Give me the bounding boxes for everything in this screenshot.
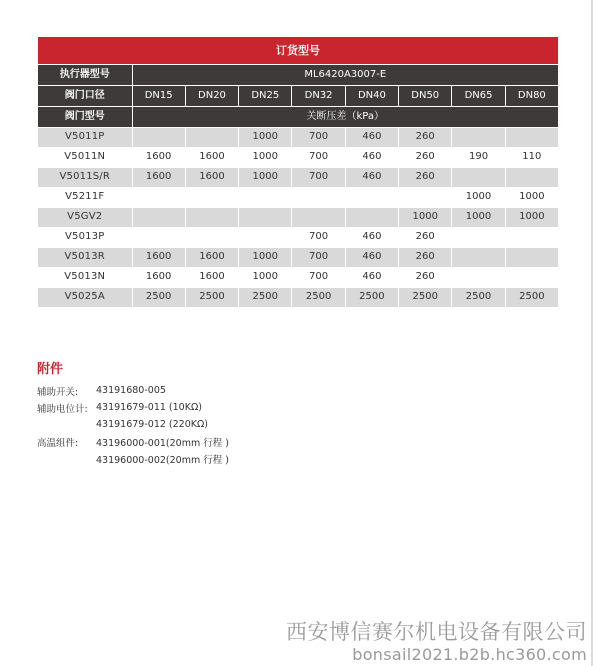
- accessories-section: [37, 358, 229, 467]
- pressure-cell: 260: [399, 247, 452, 267]
- valve-model-cell: V5013P: [38, 227, 132, 247]
- valve-model-cell: V5013N: [38, 267, 132, 287]
- pressure-cell: 1000: [505, 207, 558, 227]
- size-header-dn25: DN25: [239, 85, 292, 106]
- valve-size-row: [38, 85, 559, 106]
- pressure-cell: [505, 167, 558, 187]
- pressure-cell: [505, 227, 558, 247]
- table-row: [38, 247, 559, 267]
- pressure-cell: [239, 207, 292, 227]
- accessory-label: 高温组件:: [37, 437, 79, 449]
- pressure-cell: [185, 207, 238, 227]
- pressure-cell: 2500: [185, 287, 238, 307]
- pressure-cell: [132, 127, 185, 147]
- table-row: [38, 267, 559, 287]
- valve-model-header-row: [38, 106, 559, 127]
- table-row: [38, 287, 559, 307]
- accessory-item: [37, 450, 229, 467]
- pressure-cell: 1000: [452, 207, 505, 227]
- pressure-cell: 1000: [399, 207, 452, 227]
- accessory-item: [37, 399, 229, 416]
- pressure-cell: 2500: [505, 287, 558, 307]
- pressure-cell: [505, 247, 558, 267]
- pressure-label: 关断压差（kPa）: [132, 106, 559, 127]
- watermark: [286, 619, 587, 665]
- actuator-label: 执行器型号: [38, 64, 132, 85]
- pressure-cell: 260: [399, 267, 452, 287]
- pressure-cell: 2500: [132, 287, 185, 307]
- pressure-cell: 2500: [452, 287, 505, 307]
- pressure-cell: 1000: [239, 167, 292, 187]
- pressure-cell: 1000: [239, 247, 292, 267]
- valve-model-cell: V5011S/R: [38, 167, 132, 187]
- pressure-cell: [452, 247, 505, 267]
- pressure-cell: 1600: [185, 147, 238, 167]
- pressure-cell: 1600: [132, 147, 185, 167]
- pressure-cell: [505, 127, 558, 147]
- table-title-row: [38, 37, 559, 64]
- pressure-cell: 700: [292, 127, 345, 147]
- pressure-cell: [132, 227, 185, 247]
- table-title: 订货型号: [38, 37, 559, 64]
- valve-model-cell: V5011N: [38, 147, 132, 167]
- size-header-dn65: DN65: [452, 85, 505, 106]
- pressure-cell: 460: [345, 127, 398, 147]
- accessory-part-number: 43191679-011 (10KΩ): [96, 402, 202, 413]
- pressure-cell: [292, 207, 345, 227]
- pressure-cell: [185, 187, 238, 207]
- valve-model-label: 阀门型号: [38, 106, 132, 127]
- pressure-cell: 260: [399, 147, 452, 167]
- valve-model-cell: V5025A: [38, 287, 132, 307]
- pressure-cell: [399, 187, 452, 207]
- pressure-cell: 460: [345, 147, 398, 167]
- pressure-cell: 1600: [185, 167, 238, 187]
- pressure-cell: 2500: [399, 287, 452, 307]
- pressure-cell: [452, 267, 505, 287]
- size-header-dn15: DN15: [132, 85, 185, 106]
- pressure-cell: [132, 207, 185, 227]
- table-row: [38, 227, 559, 247]
- watermark-company: 西安博信赛尔机电设备有限公司: [286, 620, 587, 644]
- accessories-title: 附件: [37, 362, 64, 377]
- pressure-cell: [185, 127, 238, 147]
- accessory-item: [37, 433, 229, 450]
- pressure-cell: [239, 227, 292, 247]
- pressure-cell: 1000: [239, 267, 292, 287]
- accessory-part-number: 43191679-012 (220KΩ): [96, 419, 208, 430]
- table-row: [38, 187, 559, 207]
- pressure-cell: 1000: [452, 187, 505, 207]
- pressure-cell: 1600: [185, 247, 238, 267]
- valve-size-label: 阀门口径: [38, 85, 132, 106]
- pressure-cell: 1000: [505, 187, 558, 207]
- pressure-cell: 2500: [345, 287, 398, 307]
- accessories-list: [37, 382, 229, 467]
- pressure-cell: [452, 227, 505, 247]
- size-header-dn20: DN20: [185, 85, 238, 106]
- valve-model-cell: V5211F: [38, 187, 132, 207]
- pressure-cell: 260: [399, 167, 452, 187]
- table-row: [38, 167, 559, 187]
- valve-model-cell: V5011P: [38, 127, 132, 147]
- pressure-cell: 2500: [239, 287, 292, 307]
- pressure-cell: [505, 267, 558, 287]
- pressure-cell: 1600: [185, 267, 238, 287]
- pressure-cell: 260: [399, 227, 452, 247]
- pressure-cell: 1000: [239, 147, 292, 167]
- size-header-dn50: DN50: [399, 85, 452, 106]
- table-row: [38, 127, 559, 147]
- pressure-cell: [239, 187, 292, 207]
- pressure-cell: 2500: [292, 287, 345, 307]
- pressure-cell: 460: [345, 167, 398, 187]
- accessory-part-number: 43196000-002(20mm 行程 ): [96, 454, 229, 466]
- actuator-model: ML6420A3007-E: [132, 64, 559, 85]
- size-header-dn40: DN40: [345, 85, 398, 106]
- pressure-cell: 190: [452, 147, 505, 167]
- accessory-part-number: 43191680-005: [96, 385, 166, 396]
- pressure-cell: 1600: [132, 267, 185, 287]
- pressure-cell: 700: [292, 147, 345, 167]
- pressure-cell: [132, 187, 185, 207]
- pressure-cell: 260: [399, 127, 452, 147]
- accessory-item: [37, 382, 229, 399]
- accessory-item: [37, 416, 229, 433]
- valve-model-cell: V5013R: [38, 247, 132, 267]
- pressure-cell: 110: [505, 147, 558, 167]
- pressure-cell: 700: [292, 267, 345, 287]
- pressure-cell: [452, 167, 505, 187]
- valve-model-cell: V5GV2: [38, 207, 132, 227]
- size-header-dn80: DN80: [505, 85, 558, 106]
- pressure-cell: 1600: [132, 247, 185, 267]
- watermark-url: bonsail2021.b2b.hc360.com: [352, 645, 587, 664]
- pressure-cell: [452, 127, 505, 147]
- pressure-cell: [185, 227, 238, 247]
- pressure-cell: 460: [345, 267, 398, 287]
- table-row: [38, 147, 559, 167]
- order-model-table: [38, 37, 559, 308]
- pressure-cell: 1000: [239, 127, 292, 147]
- accessory-part-number: 43196000-001(20mm 行程 ): [96, 437, 229, 449]
- size-header-dn32: DN32: [292, 85, 345, 106]
- pressure-cell: [292, 187, 345, 207]
- pressure-cell: 700: [292, 227, 345, 247]
- pressure-cell: 460: [345, 247, 398, 267]
- accessory-label: 辅助电位计:: [37, 403, 88, 415]
- pressure-cell: 1600: [132, 167, 185, 187]
- pressure-cell: 700: [292, 167, 345, 187]
- actuator-row: [38, 64, 559, 85]
- pressure-cell: [345, 207, 398, 227]
- accessory-label: 辅助开关:: [37, 386, 79, 398]
- pressure-cell: [345, 187, 398, 207]
- pressure-cell: 700: [292, 247, 345, 267]
- pressure-cell: 460: [345, 227, 398, 247]
- table-row: [38, 207, 559, 227]
